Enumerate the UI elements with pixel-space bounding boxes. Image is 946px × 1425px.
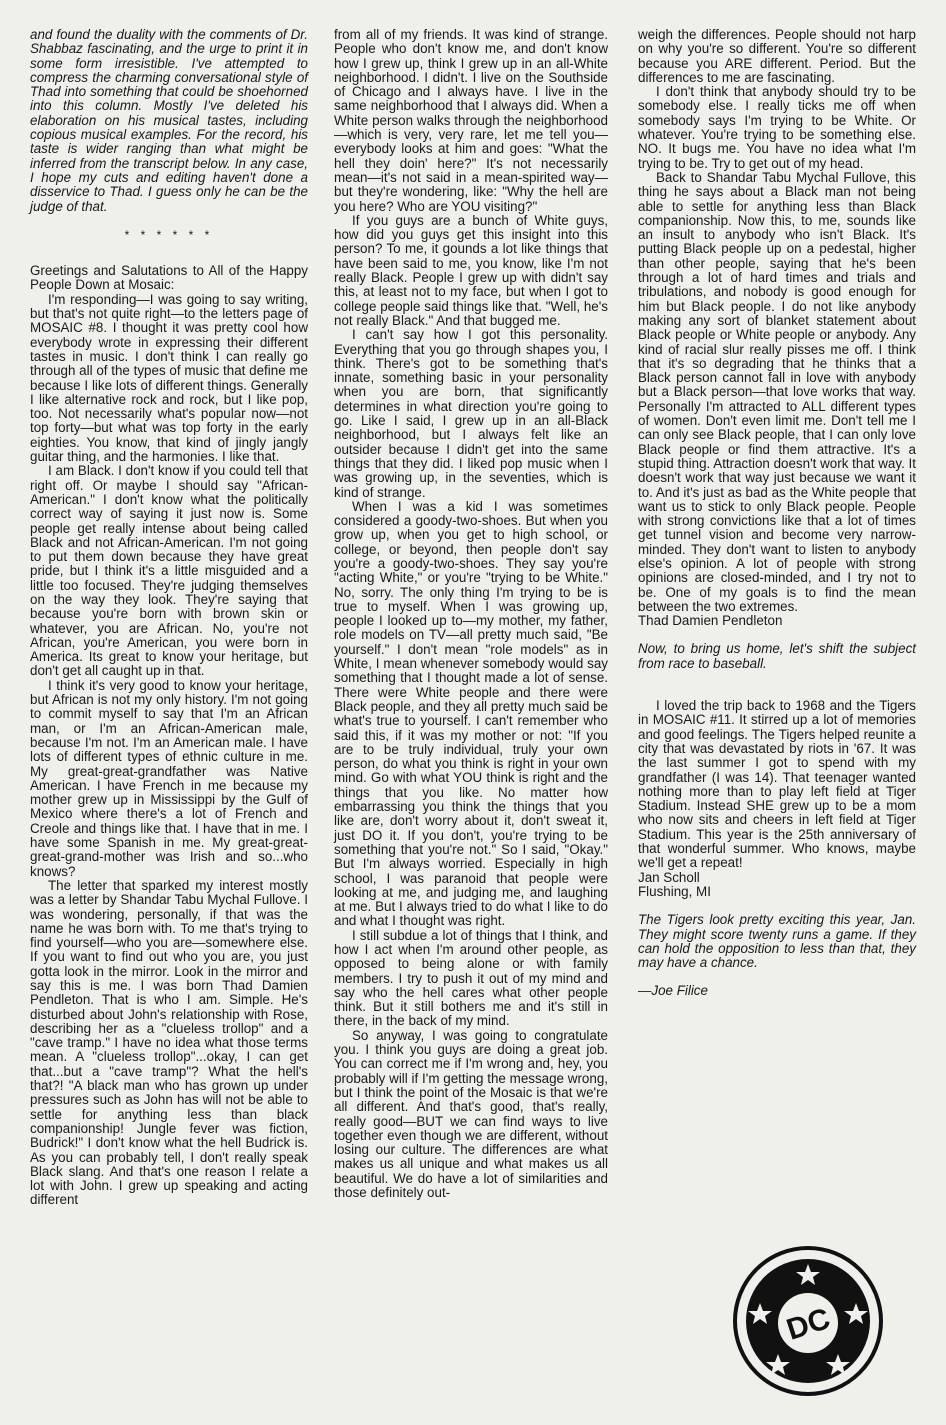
letter-signature-name: Jan Scholl: [638, 869, 700, 885]
letter-signature: Thad Damien Pendleton: [638, 613, 783, 629]
letter-paragraph: I'm responding—I was going to say writing, but that's not quite right—to the letters page of MOSAIC #8. I thought it was pretty cool how everybody wrote in expressing their different tastes in music. I don't think I can really go through all of the types of music that define me because I like lots of different things. Generally I like alternative rock and rock, but I like pop, too. Not necessarily what's popular now—not top forty—but what was top forty in the early eighties. You know, that kind of jingly jangly guitar thing, and the harmonies. I like that.: [30, 291, 308, 465]
letter-paragraph: If you guys are a bunch of White guys, how did you guys get this insight into this person? To me, it gounds a lot like things that have been said to me, you know, like I'm not really Black. People I grew up with didn't say this, at least not to my face, but when I got to college people said things like that. "Well, he's not really Black." And that bugged me.: [334, 212, 608, 328]
letter-paragraph: So anyway, I was going to congratulate you. I think you guys are doing a great job. You can correct me if I'm wrong and, hey, you probably will if I'm getting the message wrong, but I think the point of the Mosaic is that we're all different. And that's good, that's really, really good—BUT we can find ways to live together even though we are different, without losing our culture. The differences are what makes us all unique and what makes us all beautiful. We do have a lot of similarities and those definitely out-: [334, 1027, 608, 1201]
column-3: [638, 28, 916, 999]
editor-response: The Tigers look pretty exciting this year, Jan. They might score twenty runs a game. If they can hold the opposition to less than that, they may have a chance.: [638, 912, 916, 971]
dc-logo-icon: [732, 1245, 884, 1397]
section-divider: * * * * * *: [124, 227, 214, 242]
letter-paragraph: The letter that sparked my interest mostly was a letter by Shandar Tabu Mychal Fullove. I was wondering, personally, if that was the name he was born with. To me that's trying to find yourself—who you are—somewhere else. If you want to find out who you are, you just gotta look in the mirror. Look in the mirror and say this is me. I was born Thad Damien Pendleton. That is who I am. Simple. He's disturbed about John's relationship with Rose, describing her as a "clueless trollop" and a "cave tramp." I have no idea what those terms mean. A "clueless trollop"...okay, I can get that...but a "cave tramp"? What the hell's that?! "A black man who has grown up under pressures such as John has will not be able to settle for anything less than black companionship! Jungle fever was fiction, Budrick!" I don't know what the hell Budrick is. As you can probably tell, I don't really speak Black slang. And that's one reason I relate a lot with John. I grew up speaking and acting different: [30, 877, 308, 1208]
letter-paragraph: I don't think that anybody should try to be somebody else. I really ticks me off when somebody says I'm trying to be White. Or whatever. You're trying to be something else. NO. It bugs me. You have no idea what I'm trying to be. Try to get out of my head.: [638, 84, 916, 171]
letter-paragraph: I am Black. I don't know if you could tell that right off. Or maybe I should say "African-American." I don't know what the politically correct way of saying it just now is. Some people get really intense about being called Black and not African-American. I'm not going to put them down because they have great pride, but I think it's a little misguided and a little too focused. They're judging themselves on the way they look. They're saying that because you're born with brown skin or whatever, you are African. No, you're not African, you're American, you were born in America. Its great to know your heritage, but don't get all caught up in that.: [30, 463, 308, 679]
letter-paragraph: When I was a kid I was sometimes considered a goody-two-shoes. But when you grow up, when you get to high school, or college, or beyond, then people don't say you're a goody-two-shoes. They say you're "acting White," or you're "trying to be White." No, sorry. The only thing I'm trying to be is true to myself. When I was growing up, people I looked up to—my mother, my father, role models on TV—all pretty much said, "Be yourself." I don't mean "role models" as in White, I mean whenever somebody would say something that I thought made a lot of sense. There were White people and there were Black people, and they all pretty much said be what's true to yourself. I can't remember who said this, if it was my mother or not: "If you are to be truly individual, truly your own person, do what you think is right in your own mind. Go with what YOU think is right and the things that you like. No matter how embarrassing you think the things that you like are, don't worry about it, don't sweat it, just DO it. If you don't, you're trying to be something that you're not." So I said, "Okay." But I'm always worried. Especially in high school, I was paranoid that people were looking at me, and judging me, and laughing at me. But I always tried to do what I like to do and what I thought was right.: [334, 498, 608, 929]
letter-paragraph: I think it's very good to know your heritage, but African is not my only history. I'm not going to commit myself to say that I'm an African man, or I'm an African-American male, because I'm not. I'm an American male. I have lots of different types of ethnic culture in me. My great-great-grandfather was Native American. I have French in me because my mother grew up in Mississippi by the Gulf of Mexico where there's a lot of French and Creole and things like that. I have that in me. I have some Spanish in me. My great-great-great-grand-mother was Irish and so...who knows?: [30, 677, 308, 879]
editor-signature: —Joe Filice: [638, 983, 708, 999]
dc-bullet-logo: [732, 1245, 884, 1397]
column-1: [30, 28, 308, 1208]
editor-intro: and found the duality with the comments of Dr. Shabbaz fascinating, and the urge to print it in some form irresistible. I've attempted to compress the charming conversational style of Thad into something that could be shoehorned into this column. Mostly I've deleted his elaboration on his musical tastes, including copious musical examples. For the record, his taste is wider ranging than what might be inferred from the transcript below. In any case, I hope my cuts and editing haven't done a disservice to Thad. I guess only he can be the judge of that.: [30, 27, 308, 214]
column-2: [334, 28, 608, 1200]
letter-paragraph: I loved the trip back to 1968 and the Tigers in MOSAIC #11. It stirred up a lot of memories and good feelings. The Tigers helped reunite a city that was devastated by riots in '67. It was the last summer I got to spend with my grandfather (I was 14). That teenager wanted nothing more than to play left field at Tiger Stadium. Instead SHE grew up to be a mom who now sits and cheers in left field at Tiger Stadium. This year is the 25th anniversary of that wonderful summer. Who knows, maybe we'll get a repeat!: [638, 698, 916, 871]
letter-paragraph: from all of my friends. It was kind of strange. People who don't know me, and don't know how I grew up, think I grew up in an all-White neighborhood. I didn't. I live on the Southside of Chicago and I always have. I live in the same neighborhood that I always did. When a White person walks through the neighborhood—which is very, very rare, let me tell you—everybody looks at him and goes: "What the hell they doin' here?" It's not necessarily mean—it's not said in a mean-spirited way—but they're wondering, like: "Why the hell are you here? Who are YOU visiting?": [334, 27, 608, 214]
letter-greeting: Greetings and Salutations to All of the Happy People Down at Mosaic:: [30, 263, 308, 293]
letter-paragraph: I still subdue a lot of things that I think, and how I act when I'm around other people, as opposed to being alone or with family members. I try to push it out of my mind and say who the hell cares what other people think. But it still bothers me and it's still in there, in the back of my mind.: [334, 927, 608, 1029]
letter-paragraph: Back to Shandar Tabu Mychal Fullove, this thing he says about a Black man not being able to settle for anything less than Black companionship. Now this, to me, sounds like an insult to anybody who isn't Black. It's putting Black people up on a pedestal, higher than other people, saying that he's been through a lot of hard times and trials and tribulations, and nobody is good enough for him but Black people. I do not like anybody making any sort of blanket statement about Black people or White people or anybody. Any kind of racial slur really pisses me off. I think that it's so degrading that he thinks that a Black person cannot fall in love with anybody but a Black person—that love works that way. Personally I'm attracted to ALL different types of women. Don't even limit me. Don't tell me I can only see Black people, that I can only love Black people or find them attractive. It's a stupid thing. Attraction doesn't work that way. It doesn't work that way just because we want it to. And it's just as bad as the White people that want us to stick to only Black people. People with strong convictions like that a lot of times get tunnel vision and become very narrow-minded. They don't want to listen to anybody else's opinion. A lot of people with strong opinions are closed-minded, and I try not to be. One of my goals is to find the mean between the two extremes.: [638, 169, 916, 614]
letter-paragraph: weigh the differences. People should not harp on why you're so different. You're so different because you ARE different. Period. But the differences to me are fascinating.: [638, 27, 916, 85]
letter-signature-place: Flushing, MI: [638, 883, 711, 899]
editor-response: Now, to bring us home, let's shift the subject from race to baseball.: [638, 641, 916, 671]
letter-paragraph: I can't say how I got this personality. Everything that you go through shapes you, I think. There's got to be something that's innate, something basic in your personality when you are born, that significantly determines in what direction you're going to go. Like I said, I grew up in an all-Black neighborhood, but I always felt like an outsider because I didn't get into the same things that they did. I liked pop music when I was growing up, in the seventies, which is kind of strange.: [334, 327, 608, 500]
dc-logo-text: DC: [782, 1302, 835, 1347]
